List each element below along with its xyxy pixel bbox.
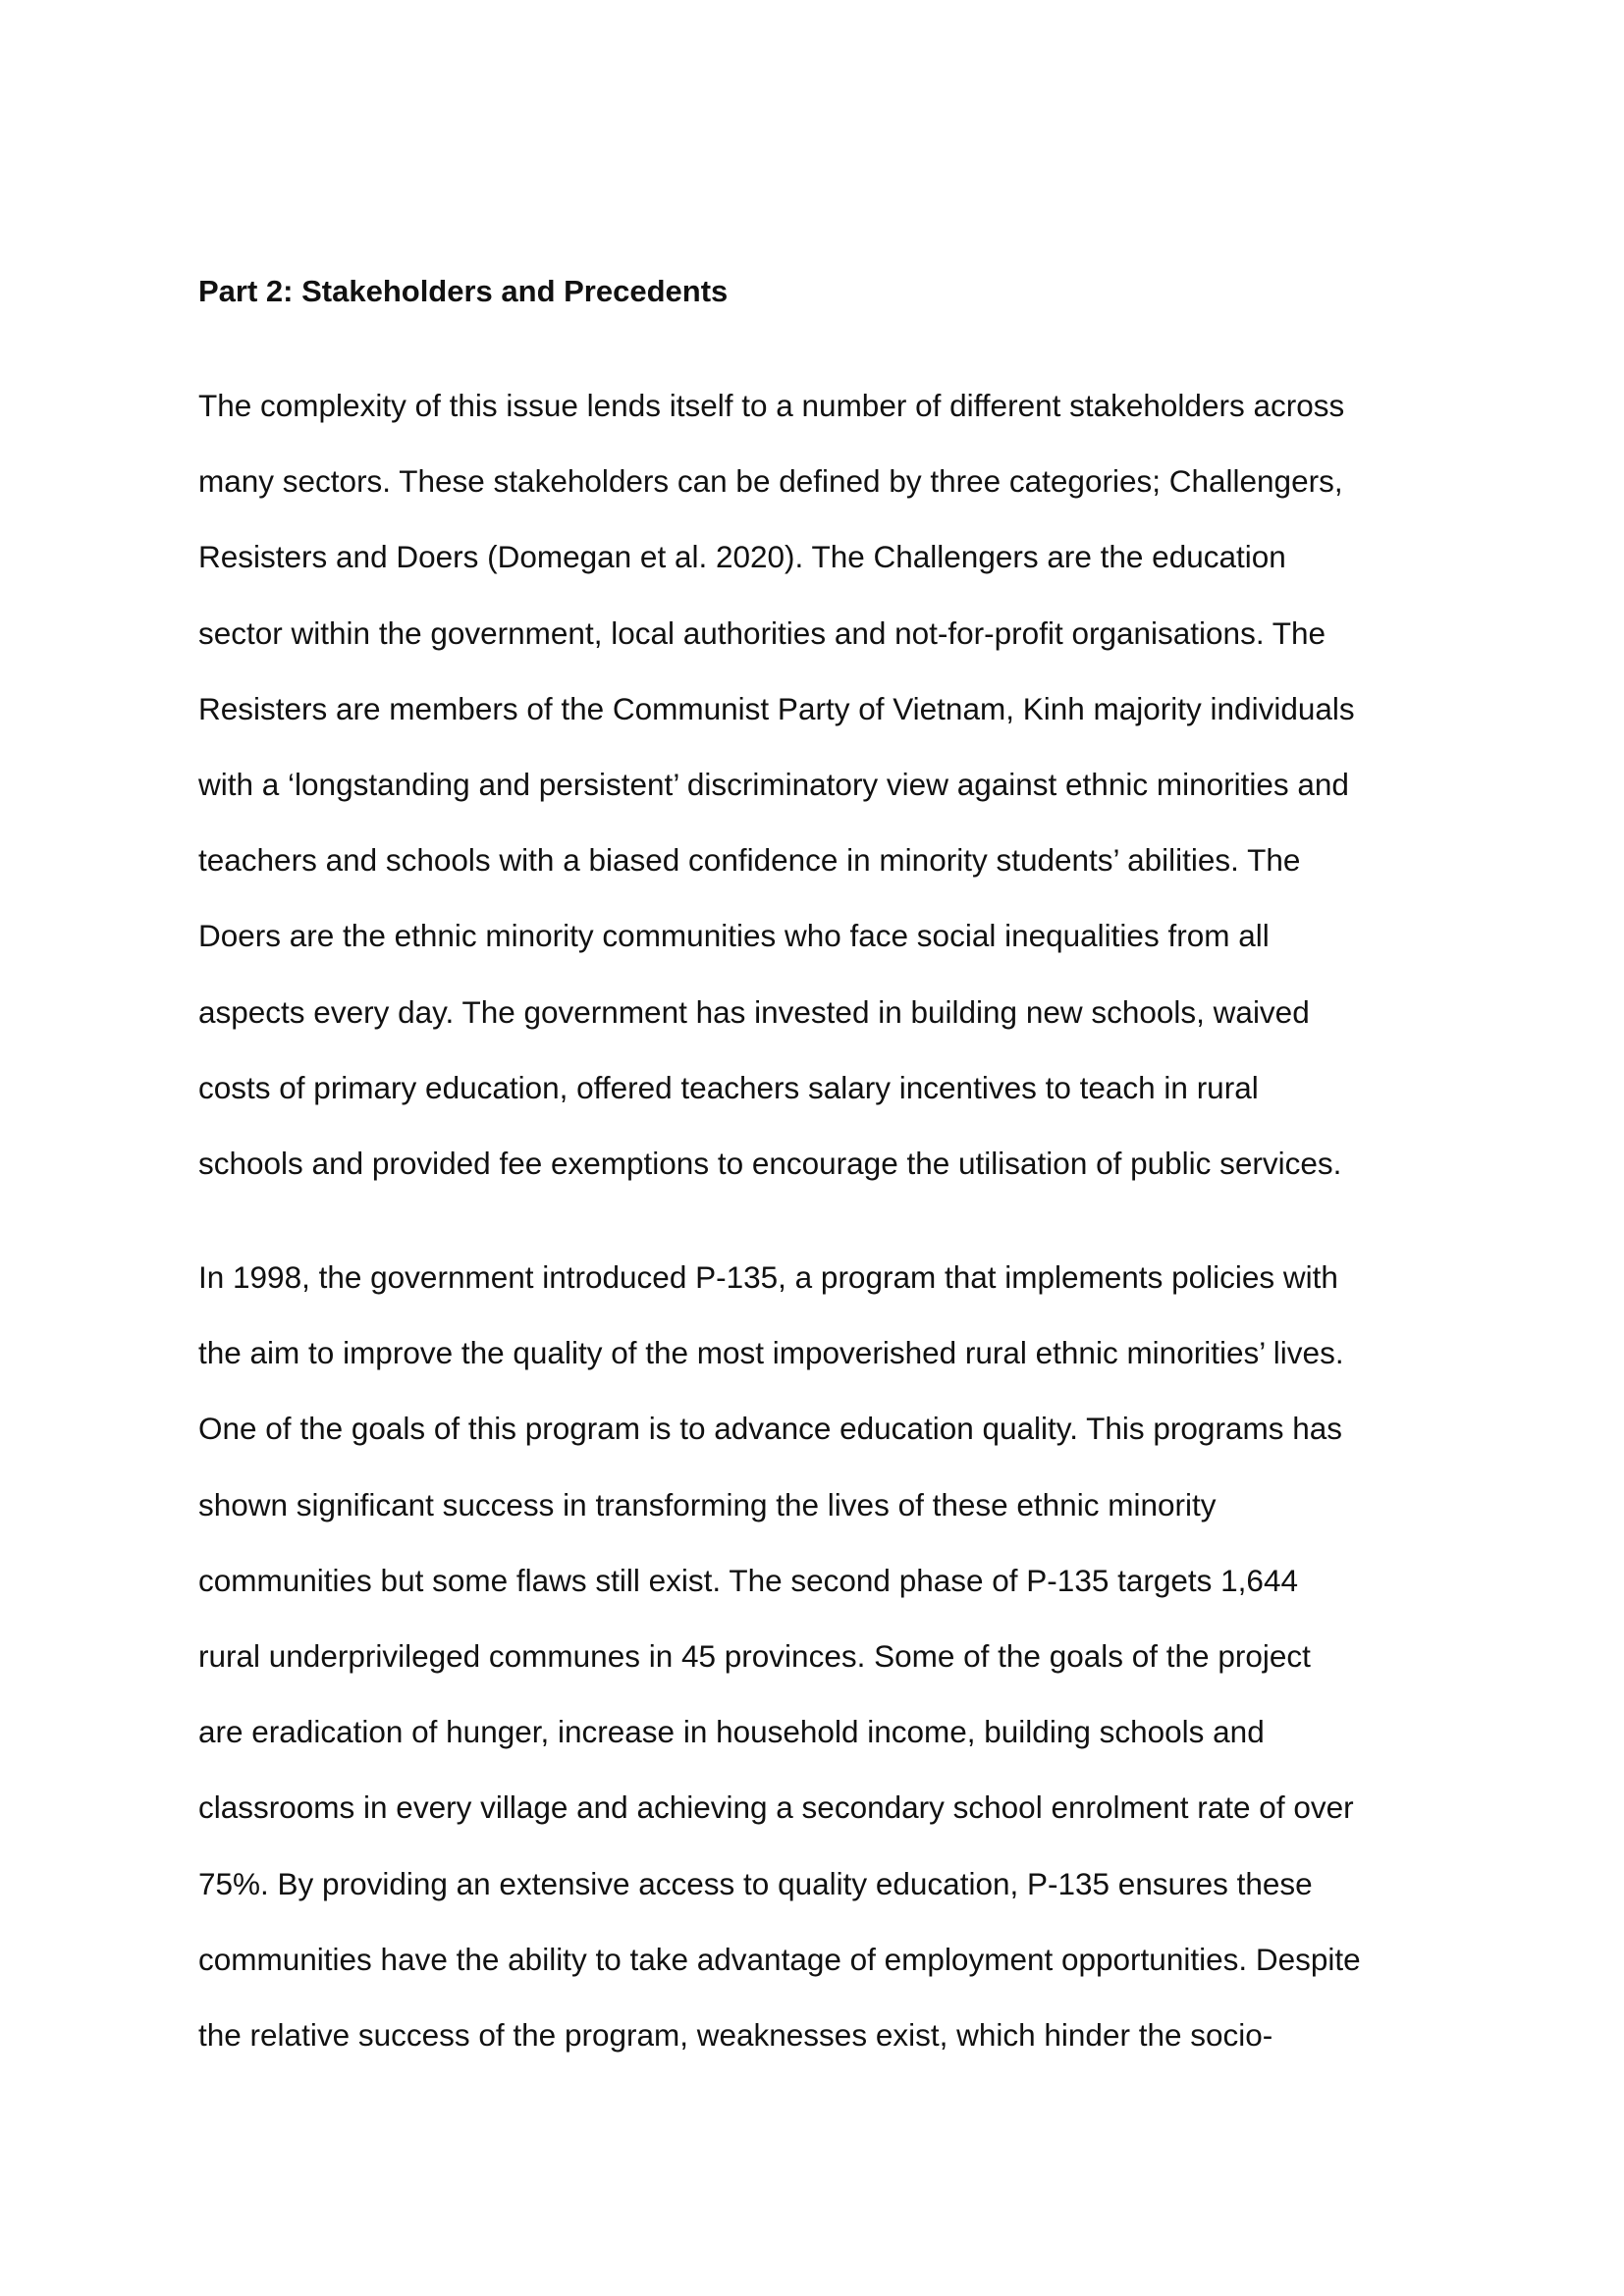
- text-line: the aim to improve the quality of the most impoverished rural ethnic minorities’ lives.: [198, 1335, 1344, 1371]
- text-line: many sectors. These stakeholders can be defined by three categories; Challengers,: [198, 463, 1343, 500]
- text-line: communities have the ability to take advantage of employment opportunities. Despite: [198, 1941, 1361, 1977]
- paragraph-p135-program: [198, 1240, 1361, 2073]
- text-line: communities but some flaws still exist. The second phase of P-135 targets 1,644: [198, 1562, 1298, 1598]
- text-line: In 1998, the government introduced P-135, a program that implements policies with: [198, 1259, 1338, 1295]
- text-line: 75%. By providing an extensive access to quality education, P-135 ensures these: [198, 1865, 1313, 1901]
- text-line: aspects every day. The government has invested in building new schools, waived: [198, 993, 1310, 1030]
- text-line: The complexity of this issue lends itself to a number of different stakeholders across: [198, 388, 1345, 423]
- text-line: schools and provided fee exemptions to encourage the utilisation of public services.: [198, 1145, 1342, 1181]
- paragraph-stakeholders: [198, 368, 1355, 1201]
- text-line: Resisters are members of the Communist Party of Vietnam, Kinh majority individuals: [198, 690, 1355, 726]
- text-line: One of the goals of this program is to advance education quality. This programs has: [198, 1411, 1342, 1447]
- text-line: the relative success of the program, weaknesses exist, which hinder the socio-: [198, 2016, 1273, 2053]
- text-line: rural underprivileged communes in 45 provinces. Some of the goals of the project: [198, 1637, 1311, 1674]
- text-line: Doers are the ethnic minority communities who face social inequalities from all: [198, 918, 1270, 954]
- section-heading: Part 2: Stakeholders and Precedents: [198, 274, 729, 308]
- text-line: Resisters and Doers (Domegan et al. 2020). The Challengers are the education: [198, 539, 1286, 575]
- text-line: classrooms in every village and achieving a secondary school enrolment rate of over: [198, 1789, 1354, 1826]
- text-line: costs of primary education, offered teachers salary incentives to teach in rural: [198, 1069, 1259, 1105]
- text-line: with a ‘longstanding and persistent’ discriminatory view against ethnic minorities and: [198, 766, 1349, 802]
- text-line: are eradication of hunger, increase in household income, building schools and: [198, 1714, 1265, 1750]
- text-line: teachers and schools with a biased confidence in minority students’ abilities. The: [198, 842, 1301, 879]
- text-line: shown significant success in transforming the lives of these ethnic minority: [198, 1486, 1217, 1522]
- text-line: sector within the government, local authorities and not-for-profit organisations. The: [198, 614, 1326, 651]
